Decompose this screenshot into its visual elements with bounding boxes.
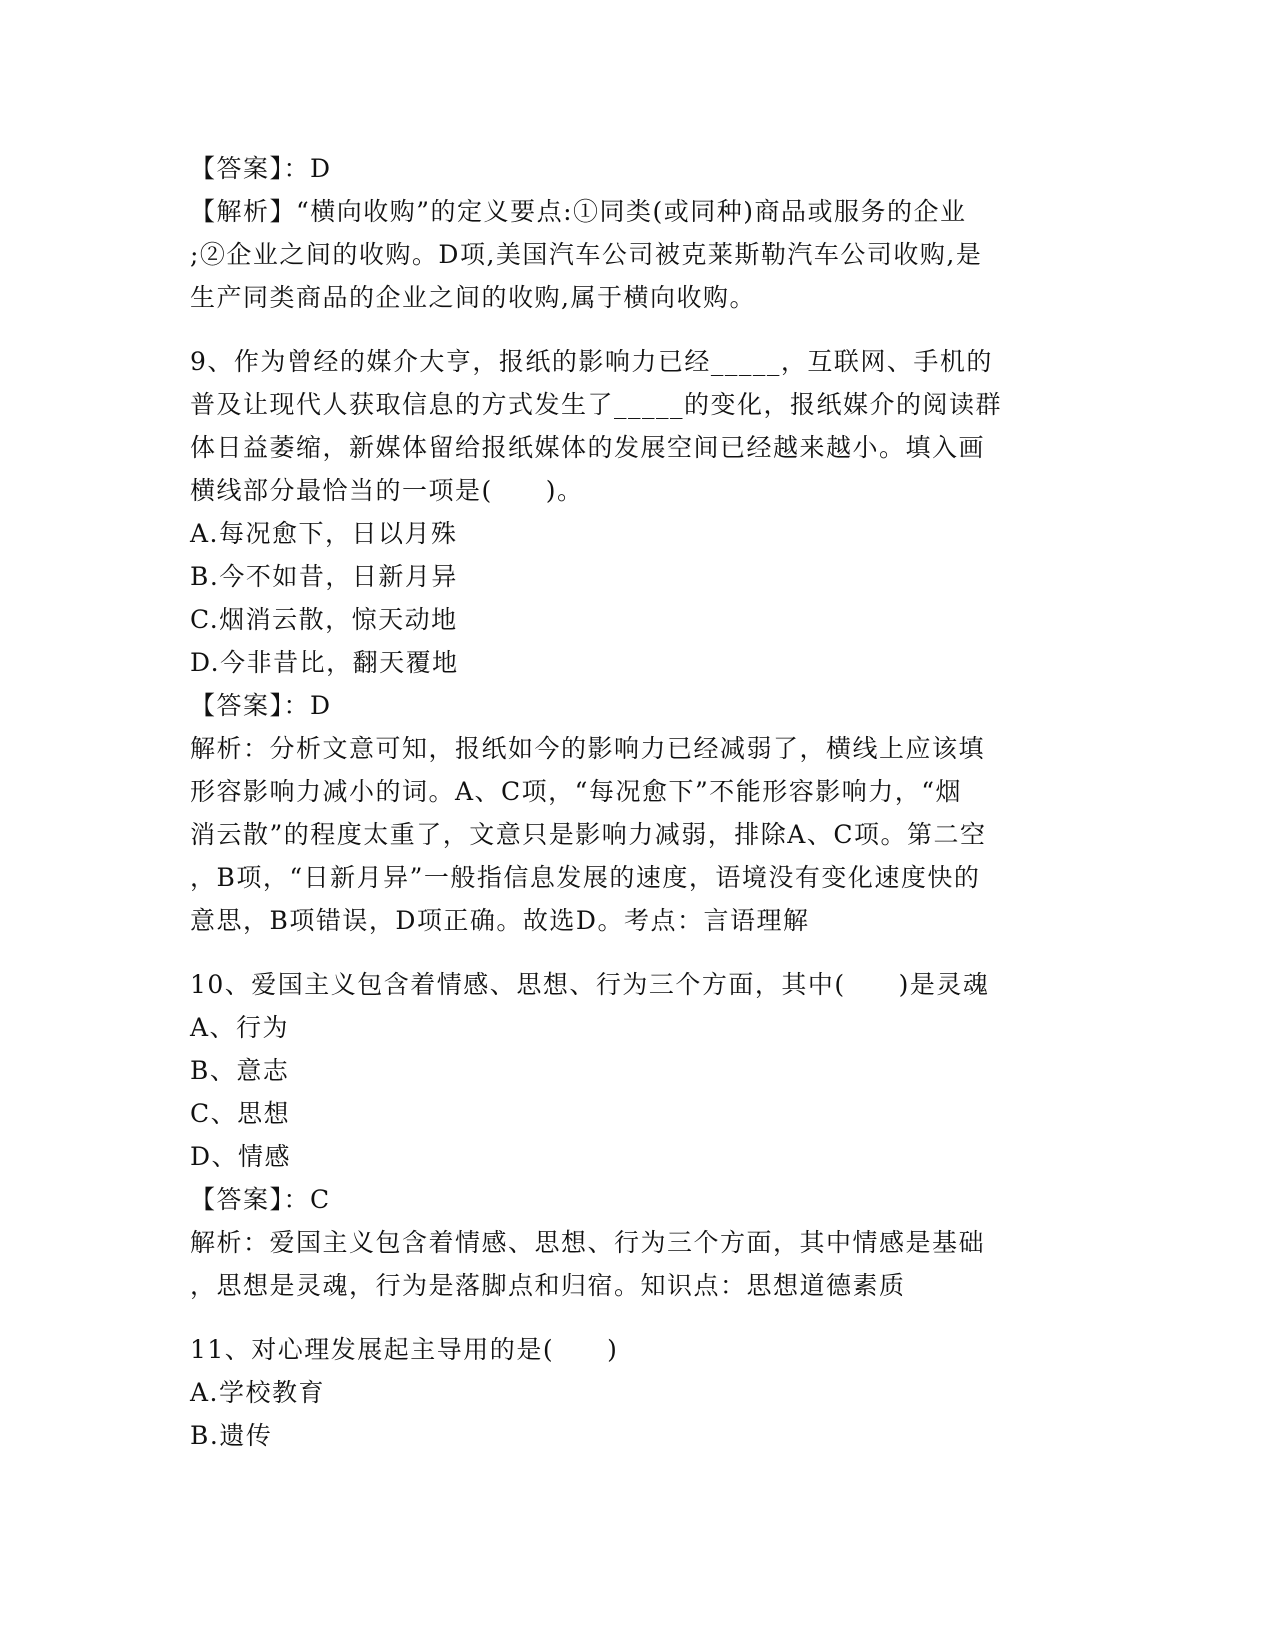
question-8-answer-block [190, 147, 1090, 319]
spacer [190, 1307, 1090, 1328]
spacer [190, 942, 1090, 963]
question-stem-line: 10、爱国主义包含着情感、思想、行为三个方面，其中( )是灵魂 [190, 970, 990, 999]
analysis-line: 形容影响力减小的词。A、C项，“每况愈下”不能形容影响力，“烟 [190, 777, 963, 806]
option-a: A、行为 [190, 1013, 290, 1042]
question-9 [190, 340, 1090, 942]
option-b: B.今不如昔，日新月异 [190, 562, 458, 591]
question-stem-line: 9、作为曾经的媒介大亨，报纸的影响力已经_____，互联网、手机的 [190, 347, 993, 376]
option-c: C、思想 [190, 1099, 291, 1128]
option-a: A.学校教育 [190, 1378, 326, 1407]
analysis-line: 解析：爱国主义包含着情感、思想、行为三个方面，其中情感是基础 [190, 1228, 986, 1257]
question-11 [190, 1328, 1090, 1457]
analysis-line: ，B项，“日新月异”一般指信息发展的速度，语境没有变化速度快的 [190, 863, 981, 892]
option-d: D、情感 [190, 1142, 292, 1171]
answer-line: 【答案】：D [190, 154, 332, 183]
question-stem-line: 11、对心理发展起主导用的是( ) [190, 1335, 619, 1364]
option-b: B.遗传 [190, 1421, 273, 1450]
question-stem-line: 体日益萎缩，新媒体留给报纸媒体的发展空间已经越来越小。填入画 [190, 433, 986, 462]
option-b: B、意志 [190, 1056, 290, 1085]
question-stem-line: 横线部分最恰当的一项是( )。 [190, 476, 584, 505]
option-c: C.烟消云散，惊天动地 [190, 605, 458, 634]
analysis-line: ，思想是灵魂，行为是落脚点和归宿。知识点：思想道德素质 [190, 1271, 906, 1300]
spacer [190, 319, 1090, 340]
question-stem-line: 普及让现代人获取信息的方式发生了_____的变化，报纸媒介的阅读群 [190, 390, 1003, 419]
answer-line: 【答案】：C [190, 1185, 331, 1214]
analysis-line: 解析：分析文意可知，报纸如今的影响力已经减弱了，横线上应该填 [190, 734, 986, 763]
answer-line: 【答案】：D [190, 691, 332, 720]
analysis-line: 【解析】“横向收购”的定义要点:①同类(或同种)商品或服务的企业 [190, 197, 967, 226]
document-content [190, 147, 1090, 1457]
analysis-line: 意思，B项错误，D项正确。故选D。考点：言语理解 [190, 906, 810, 935]
analysis-line: 消云散”的程度太重了，文意只是影响力减弱，排除A、C项。第二空 [190, 820, 987, 849]
question-10 [190, 963, 1090, 1307]
analysis-line: ;②企业之间的收购。D项,美国汽车公司被克莱斯勒汽车公司收购,是 [190, 240, 983, 269]
option-a: A.每况愈下，日以月殊 [190, 519, 458, 548]
analysis-line: 生产同类商品的企业之间的收购,属于横向收购。 [190, 283, 756, 312]
option-d: D.今非昔比，翻天覆地 [190, 648, 459, 677]
